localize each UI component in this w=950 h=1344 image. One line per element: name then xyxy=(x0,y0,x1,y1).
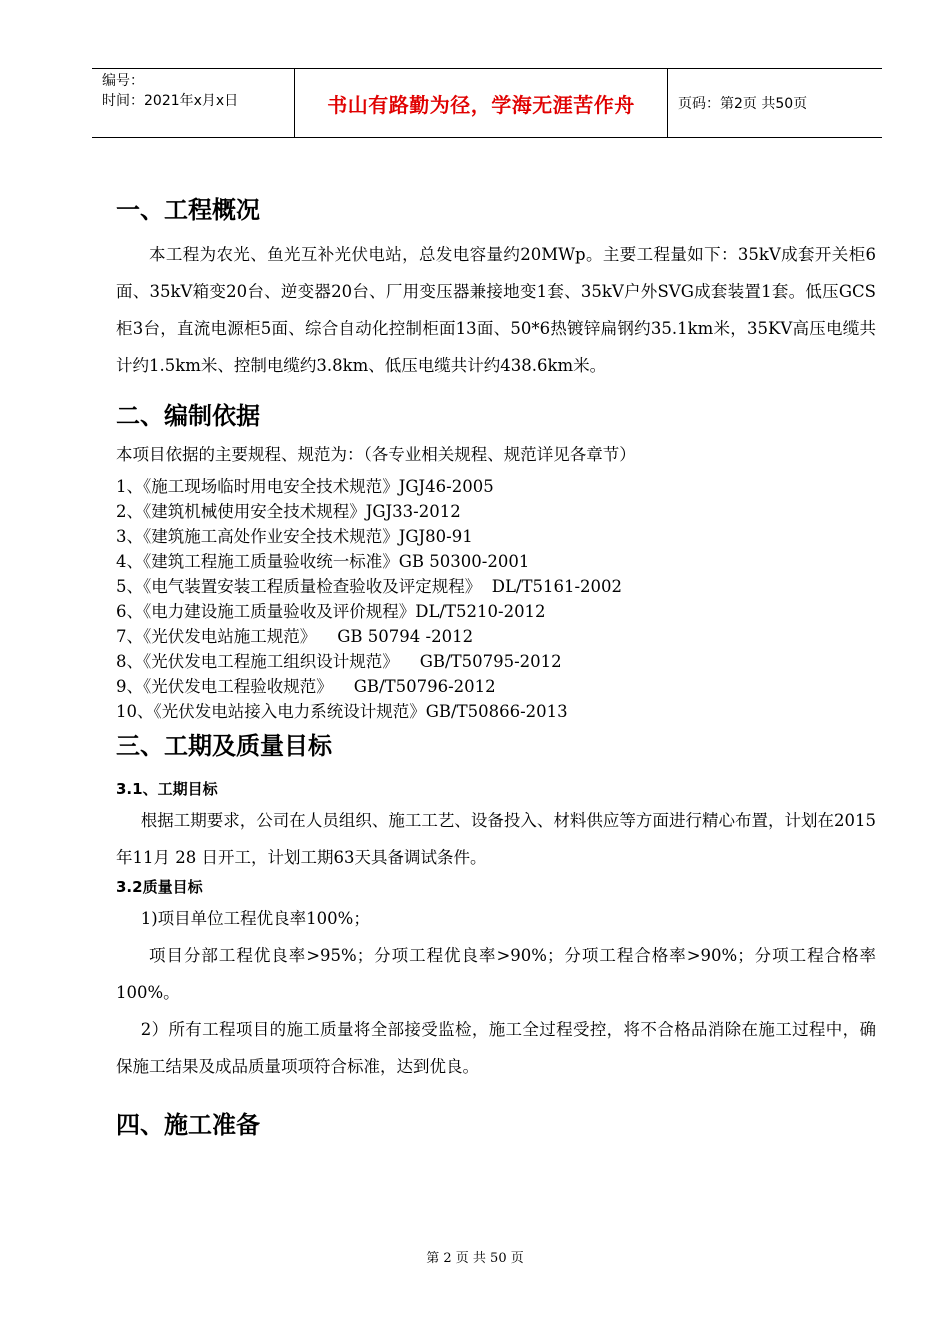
list-item: 10、《光伏发电站接入电力系统设计规范》GB/T50866-2013 xyxy=(116,702,568,721)
section-3-2-title: 3.2质量目标 xyxy=(116,878,203,896)
list-item: 1、《施工现场临时用电安全技术规范》JGJ46-2005 xyxy=(116,477,494,496)
section-3-1-title: 3.1、工期目标 xyxy=(116,780,218,798)
section-3-2-item-1: 1)项目单位工程优良率100%； xyxy=(140,909,370,928)
section-4-title: 四、施工准备 xyxy=(116,1111,260,1139)
list-item: 4、《建筑工程施工质量验收统一标准》GB 50300-2001 xyxy=(116,552,530,571)
header-page-info: 页码：第2页 共50页 xyxy=(678,96,808,112)
list-item: 2、《建筑机械使用安全技术规程》JGJ33-2012 xyxy=(116,502,461,521)
section-3-title: 三、工期及质量目标 xyxy=(116,732,332,760)
list-item: 8、《光伏发电工程施工组织设计规范》 GB/T50795-2012 xyxy=(116,652,562,671)
page-footer: 第 2 页 共 50 页 xyxy=(426,1251,524,1266)
header-motto: 书山有路勤为径，学海无涯苦作舟 xyxy=(294,69,668,137)
document-body xyxy=(116,190,876,1145)
section-2-title: 二、编制依据 xyxy=(116,402,260,430)
list-item: 9、《光伏发电工程验收规范》 GB/T50796-2012 xyxy=(116,677,496,696)
section-3-1-paragraph: 根据工期要求，公司在人员组织、施工工艺、设备投入、材料供应等方面进行精心布置，计划在2015年11月 28 日开工，计划工期63天具备调试条件。 xyxy=(116,811,876,867)
section-3-2-item-2: 项目分部工程优良率>95%；分项工程优良率>90%；分项工程合格率>90%；分项工程合格率100%。 xyxy=(116,946,876,1002)
section-1-paragraph: 本工程为农光、鱼光互补光伏电站，总发电容量约20MWp。主要工程量如下：35kV成套开关柜6面、35kV箱变20台、逆变器20台、厂用变压器兼接地变1套、35kV户外SVG成套装置1套。低压GCS柜3台，直流电源柜5面、综合自动化控制柜面13面、50*6热镀锌扁钢约35.1km米，35KV高压电缆共计约1.5km米、控制电缆约3.8km、低压电缆共计约438.6km米。 xyxy=(116,245,876,375)
standards-list xyxy=(116,474,876,724)
section-2-intro: 本项目依据的主要规程、规范为：（各专业相关规程、规范详见各章节） xyxy=(116,445,636,464)
page-header xyxy=(92,68,882,138)
section-1-title: 一、工程概况 xyxy=(116,196,260,224)
list-item: 3、《建筑施工高处作业安全技术规范》JGJ80-91 xyxy=(116,527,473,546)
document-number-label: 编号： xyxy=(102,73,144,89)
list-item: 6、《电力建设施工质量验收及评价规程》DL/T5210-2012 xyxy=(116,602,546,621)
document-time: 时间：2021年x月x日 xyxy=(102,93,239,109)
header-meta xyxy=(92,69,294,137)
section-3-2-item-3: 2）所有工程项目的施工质量将全部接受监检，施工全过程受控，将不合格品消除在施工过程中，确保施工结果及成品质量项项符合标准，达到优良。 xyxy=(116,1020,876,1076)
list-item: 7、《光伏发电站施工规范》 GB 50794 -2012 xyxy=(116,627,474,646)
list-item: 5、《电气装置安装工程质量检查验收及评定规程》 DL/T5161-2002 xyxy=(116,577,623,596)
